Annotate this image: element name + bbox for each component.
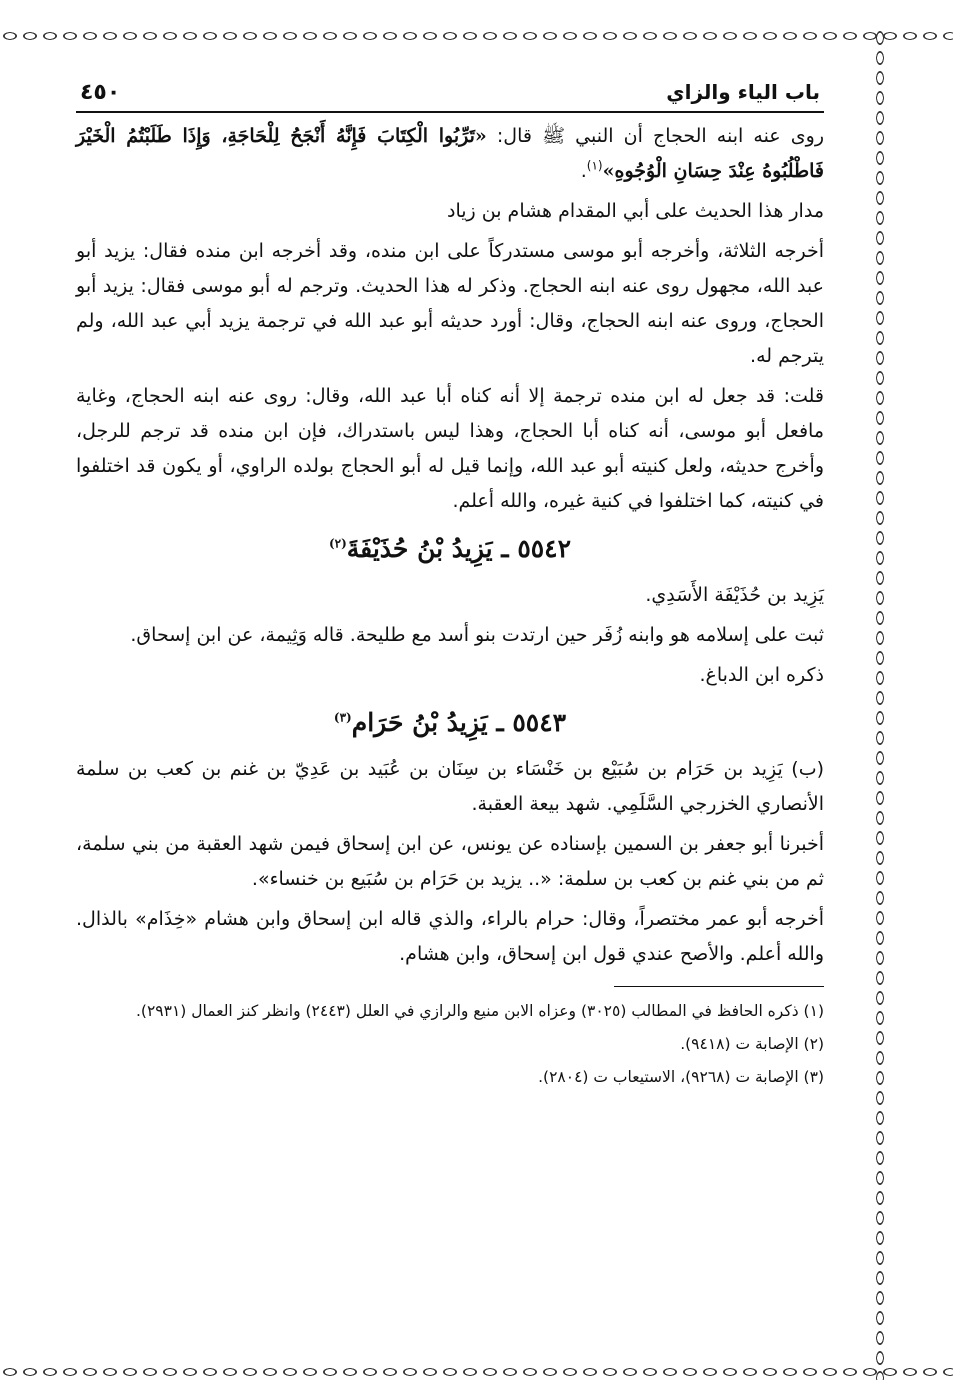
hadith-end: . — [580, 160, 587, 182]
paragraph-takhrij: أخرجه الثلاثة، وأخرجه أبو موسى مستدركاً على ابن منده، وقد أخرجه ابن منده فقال: يزيد أبو عبد الله، مجهول روى عنه ابنه الحجاج. وذكر له هذا الحديث. وترجم له أبو موسى فقال: يزيد أبو الحجاج، وروى عنه ابنه الحجاج، وقال: أورد حديثه أبو عبد الله في ترجمة يزيد أبي عبد الله، ولم يترجم له. — [76, 240, 824, 367]
paragraph-name: يَزِيد بن حُذَيْفَة الأَسَدِي. — [645, 584, 824, 606]
entry-heading — [76, 705, 824, 740]
paragraph-qultu: قلت: قد جعل له ابن منده ترجمة إلا أنه كناه أبا عبد الله، وقال: روى عنه ابنه الحجاج، وغاية مافعل أبو موسى، أنه كناه أبا الحجاج، وهذا ليس باستدراك، فإن ابن منده قد ترجم للرجل، وأخرج حديثه، ولعل كنيته أبو عبد الله، وإنما قيل له أبو الحجاج بولده الراوي، أو يكون قد اختلفوا في كنيته، كما اختلفوا في كنية غيره، والله أعلم. — [76, 385, 824, 512]
paragraph-body: ذكره ابن الدباغ. — [699, 664, 824, 686]
footnote-divider — [614, 986, 824, 987]
paragraph-hadith — [76, 119, 824, 189]
book-page — [76, 80, 824, 1360]
hadith-intro: روى عنه ابنه الحجاج أن النبي ﷺ قال: — [486, 125, 824, 147]
page-content — [76, 113, 824, 1092]
entry-heading — [76, 531, 824, 566]
running-header — [76, 80, 824, 113]
hadith-text: «تَرِّبُوا الْكِتَابَ فَإِنَّهُ أَنْجَحُ لِلْحَاجَةِ، وَإِذَا طَلَبْتُمُ الْخَيْرَ فَاطْلُبُوهُ عِنْدَ حِسَانِ الْوُجُوهِ» — [76, 125, 824, 182]
footnotes — [76, 997, 824, 1092]
paragraph-body: ثبت على إسلامه هو وابنه زُفَر حين ارتدت بنو أسد مع طليحة. قاله وَثِيمة، عن ابن إسحاق. — [130, 624, 824, 646]
decorative-border-top — [0, 28, 953, 44]
paragraph-name: (ب) يَزِيد بن حَرَام بن سُبَيْع بن خَنْسَاء بن سِنَان بن عُبَيد بن عَدِيّ بن غنم بن كعب بن سلمة الأنصاري الخزرجي السَّلَمِي. شهد بيعة العقبة. — [76, 758, 824, 815]
footnote: (٣) الإصابة ت (٩٢٦٨)، الاستيعاب ت (٢٨٠٤). — [538, 1068, 824, 1086]
footnote-marker: (١) — [586, 158, 603, 173]
paragraph-madar: مدار هذا الحديث على أبي المقدام هشام بن زياد — [447, 200, 824, 222]
decorative-border-right — [872, 28, 888, 1380]
footnote-marker: (٢) — [328, 536, 347, 551]
entry-heading-text: ٥٥٤٢ ـ يَزِيدُ بْنُ حُذَيْفَةَ — [346, 534, 572, 563]
entry-heading-text: ٥٥٤٣ ـ يَزِيدُ بْنُ حَرَام — [351, 708, 567, 737]
header-page-number: ٤٥٠ — [80, 80, 121, 105]
footnote: (٢) الإصابة ت (٩٤١٨). — [680, 1035, 824, 1053]
header-chapter-title: باب الياء والزاي — [666, 80, 820, 104]
decorative-border-bottom — [0, 1364, 953, 1380]
footnote: (١) ذكره الحافظ في المطالب (٣٠٢٥) وعزاه الابن منيع والرازي في العلل (٢٤٤٣) وانظر كنز العمال (٢٩٣١). — [136, 1002, 824, 1020]
paragraph-body: أخرجه أبو عمر مختصراً، وقال: حرام بالراء، والذي قاله ابن إسحاق وابن هشام «خِذَام» بالذال. والله أعلم. والأصح عندي قول ابن إسحاق، وابن هشام. — [76, 908, 824, 965]
footnote-marker: (٣) — [333, 710, 352, 725]
paragraph-body: أخبرنا أبو جعفر بن السمين بإسناده عن يونس، عن ابن إسحاق فيمن شهد العقبة من بني سلمة، ثم من بني غنم بن كعب بن سلمة: «.. يزيد بن حَرَام بن سُبَيع بن خنساء». — [76, 833, 824, 890]
